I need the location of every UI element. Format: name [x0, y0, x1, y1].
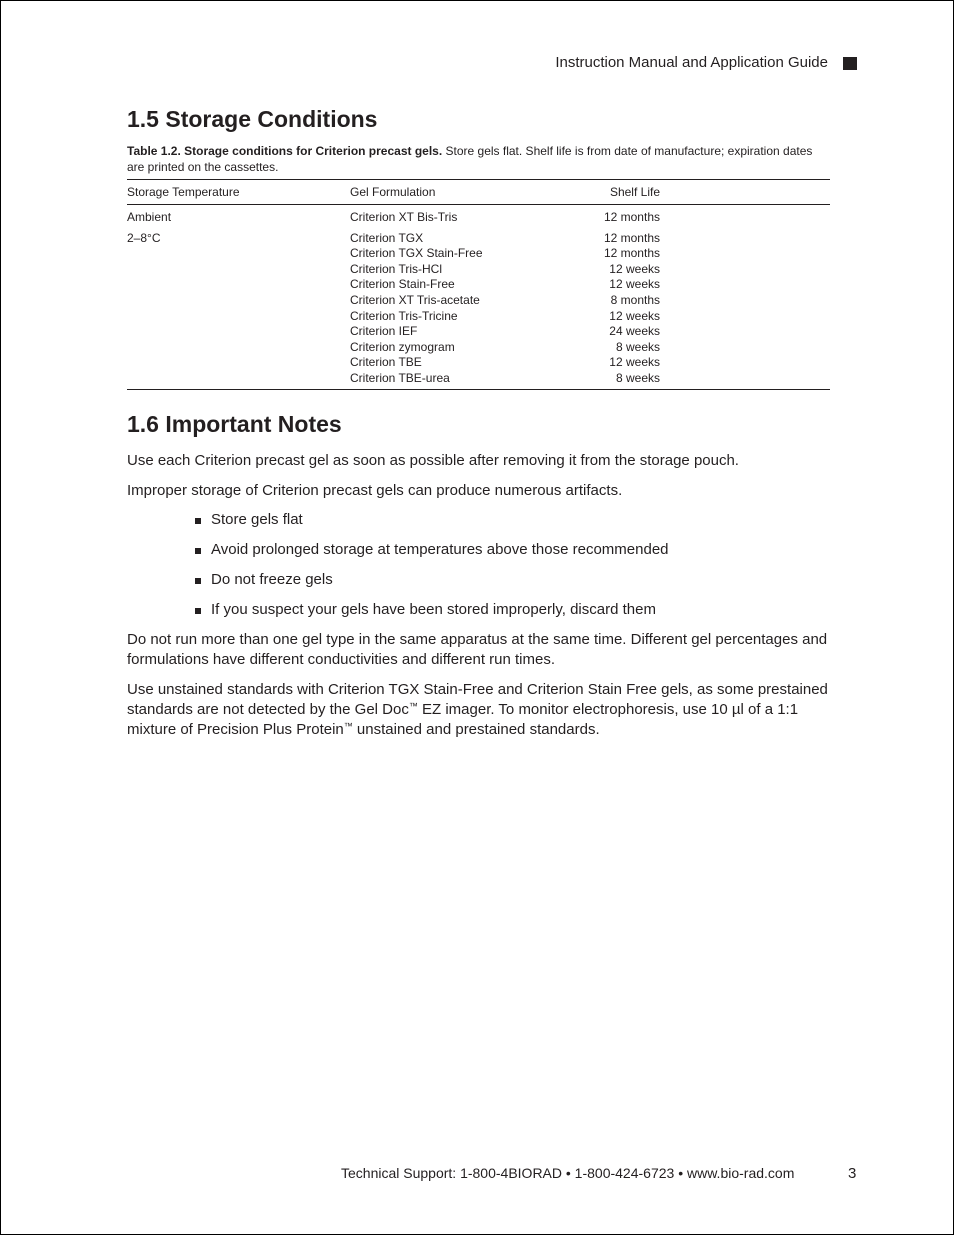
table-row	[127, 205, 830, 226]
cell-storage-temperature: 2–8°C	[127, 230, 161, 245]
cell-gel-formulation: Criterion TBE	[350, 355, 422, 370]
bullet-item: If you suspect your gels have been stored improperly, discard them	[195, 600, 830, 620]
cell-spacer	[660, 262, 830, 278]
cell-storage-temperature	[127, 309, 350, 325]
cell-spacer	[660, 355, 830, 371]
bullet-item: Do not freeze gels	[195, 570, 830, 590]
cell-shelf-life: 12 weeks	[609, 308, 660, 323]
cell-gel-formulation: Criterion TBE-urea	[350, 370, 450, 385]
notes-paragraph-4	[127, 680, 830, 740]
notes-paragraph-4-part-c: unstained and prestained standards.	[352, 721, 600, 738]
cell-shelf-life: 12 months	[603, 246, 660, 261]
cell-spacer	[660, 371, 830, 389]
notes-paragraph-4-part-a: Use unstained standards with Criterion TGX Stain-Free and Criterion Stain Free gels, as some prestained standards are not detected by the Gel Doc	[127, 681, 828, 718]
notes-paragraph-4-part-b: EZ imager. To monitor electrophoresis, use 10 µl of a 1:1 mixture of Precision Plus Protein	[127, 701, 799, 738]
cell-storage-temperature	[127, 371, 350, 389]
cell-storage-temperature	[127, 246, 350, 262]
cell-spacer	[660, 277, 830, 293]
storage-table-body	[127, 205, 830, 390]
cell-shelf-life: 8 weeks	[615, 339, 660, 354]
cell-shelf-life: 8 months	[610, 292, 660, 307]
notes-paragraph-3: Do not run more than one gel type in the same apparatus at the same time. Different gel percentages and formulations have different conductivities and different run times.	[127, 631, 828, 668]
section-heading-storage: 1.5 Storage Conditions	[127, 106, 378, 132]
table-header-row	[127, 180, 830, 205]
cell-spacer	[660, 226, 830, 247]
table-caption-title: Table 1.2. Storage conditions for Criterion precast gels.	[127, 144, 443, 158]
cell-spacer	[660, 324, 830, 340]
column-header-gel-formulation: Gel Formulation	[350, 180, 564, 205]
column-header-shelf-life: Shelf Life	[564, 180, 660, 205]
cell-spacer	[660, 340, 830, 356]
page-number: 3	[848, 1165, 857, 1182]
cell-shelf-life: 8 weeks	[615, 370, 660, 385]
cell-shelf-life: 12 months	[603, 210, 660, 224]
header-square-marker	[843, 57, 857, 70]
table-row	[127, 340, 830, 356]
table-row	[127, 309, 830, 325]
cell-spacer	[660, 246, 830, 262]
cell-shelf-life: 12 months	[603, 230, 660, 245]
cell-gel-formulation: Criterion XT Tris-acetate	[350, 292, 480, 307]
bullet-item: Avoid prolonged storage at temperatures above those recommended	[195, 540, 830, 560]
cell-storage-temperature	[127, 277, 350, 293]
cell-gel-formulation: Criterion IEF	[350, 324, 418, 339]
cell-shelf-life: 12 weeks	[609, 261, 660, 276]
cell-gel-formulation: Criterion TGX Stain-Free	[350, 246, 483, 261]
cell-spacer	[660, 309, 830, 325]
table-row	[127, 246, 830, 262]
cell-spacer	[660, 293, 830, 309]
table-row	[127, 226, 830, 247]
running-header: Instruction Manual and Application Guide	[555, 54, 828, 71]
table-row	[127, 277, 830, 293]
column-header-storage-temperature: Storage Temperature	[127, 180, 350, 205]
storage-conditions-section	[127, 106, 830, 390]
table-row	[127, 293, 830, 309]
cell-shelf-life: 12 weeks	[609, 277, 660, 292]
cell-storage-temperature	[127, 355, 350, 371]
table-row	[127, 262, 830, 278]
storage-bullet-list	[127, 510, 830, 620]
table-row	[127, 371, 830, 389]
notes-paragraph-2: Improper storage of Criterion precast gels can produce numerous artifacts.	[127, 482, 623, 499]
cell-gel-formulation: Criterion Tris-Tricine	[350, 308, 458, 323]
notes-paragraph-1: Use each Criterion precast gel as soon as possible after removing it from the storage pouch.	[127, 452, 739, 469]
column-header-spacer	[660, 180, 830, 205]
table-row	[127, 355, 830, 371]
important-notes-section	[127, 411, 830, 740]
cell-shelf-life: 24 weeks	[609, 324, 660, 339]
cell-gel-formulation: Criterion Tris-HCl	[350, 261, 443, 276]
cell-storage-temperature	[127, 293, 350, 309]
table-caption	[127, 143, 830, 175]
cell-storage-temperature: Ambient	[127, 210, 172, 224]
cell-gel-formulation: Criterion TGX	[350, 230, 424, 245]
section-heading-notes: 1.6 Important Notes	[127, 411, 342, 437]
cell-gel-formulation: Criterion zymogram	[350, 339, 455, 354]
cell-storage-temperature	[127, 262, 350, 278]
table-caption-text: Store gels flat. Shelf life is from date of manufacture; expiration dates are printed on the cassettes.	[127, 144, 813, 174]
table-row	[127, 324, 830, 340]
cell-storage-temperature	[127, 340, 350, 356]
cell-spacer	[660, 205, 830, 226]
cell-storage-temperature	[127, 324, 350, 340]
cell-gel-formulation: Criterion XT Bis-Tris	[350, 210, 458, 224]
storage-table	[127, 179, 830, 390]
cell-gel-formulation: Criterion Stain-Free	[350, 277, 455, 292]
footer-contact: Technical Support: 1-800-4BIORAD • 1-800-424-6723 • www.bio-rad.com	[341, 1165, 795, 1181]
trademark-symbol: ™	[408, 701, 418, 711]
cell-shelf-life: 12 weeks	[609, 355, 660, 370]
bullet-item: Store gels flat	[195, 510, 830, 530]
trademark-symbol: ™	[343, 721, 353, 731]
